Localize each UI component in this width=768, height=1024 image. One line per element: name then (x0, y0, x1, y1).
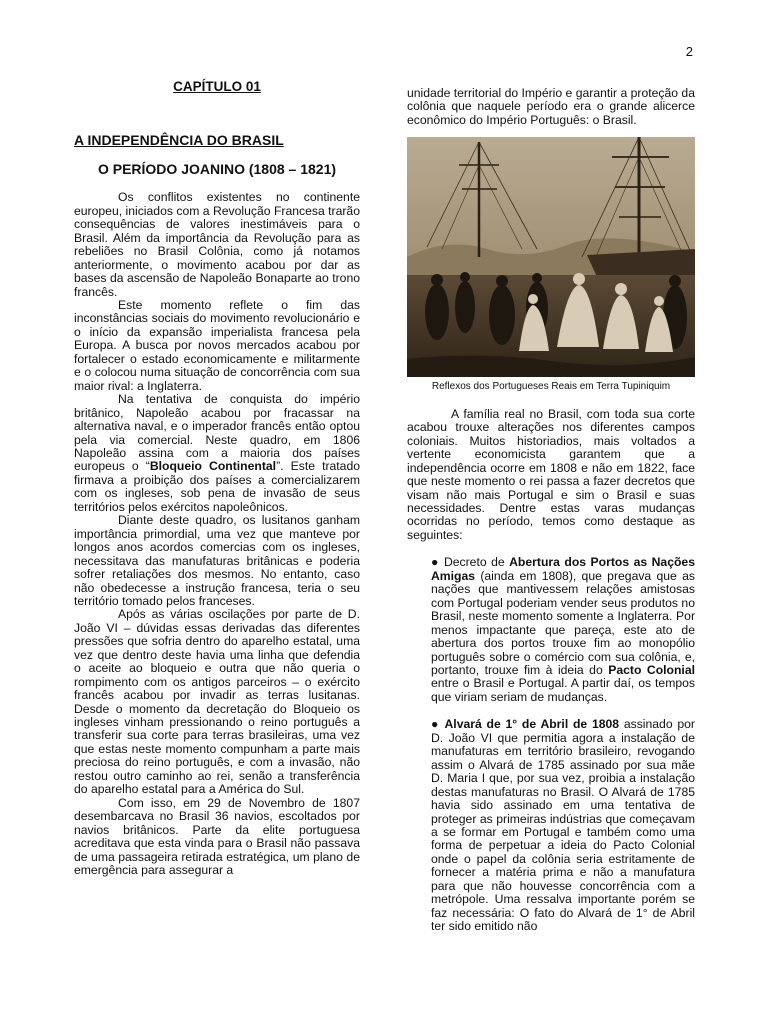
bullet-1-text-end: entre o Brasil e Portugal. A partir daí, os tempos que viriam seriam de mudanças. (431, 676, 695, 704)
bullet-item-portos (407, 556, 695, 704)
figure (407, 137, 695, 393)
pacto-colonial-term: Pacto Colonial (608, 662, 695, 677)
left-column (74, 80, 360, 877)
spacer (407, 704, 695, 718)
paragraph-6: Com isso, em 29 de Novembro de 1807 desembarcava no Brasil 36 navios, escoltados por navios britânicos. Parte da elite portuguesa acreditava que esta vinda para o Brasil não passava de uma passageira retirada estratégica, um plano de emergência para assegurar a (74, 795, 360, 878)
paragraph-3-text-a: Na tentativa de conquista do império britânico, Napoleão acabou por fracassar na alternativa naval, e o imperador francês então optou pela via comercial. Neste quadro, em 1806 Napoleão assina com a maioria dos países europeus o “ (74, 392, 360, 474)
paragraph-7: A família real no Brasil, com toda sua corte acabou trouxe alterações nos diferentes campos coloniais. Muitos historiadios, mais voltados a vertente economicista garantem que a independência ocorre em 1808 e não em 1822, face que neste momento o rei passa a fazer decretos que visam não mais Portugal e sim o Brasil e suas necessidades. Dentre estas varas mudanças ocorridas no período, temos como destaque as seguintes: (407, 406, 695, 542)
bullet-icon: ● (431, 555, 440, 570)
royal-family-arrival-engraving (407, 137, 695, 377)
subsection-heading: O PERÍODO JOANINO (1808 – 1821) (97, 160, 337, 177)
paragraph-3-text-b: ”. Este tratado firmava a proibição dos países a comercializarem com os ingleses, sob pena de invasão de seus territórios pelos exércitos napoleônicos. (74, 459, 361, 514)
section-heading: A INDEPENDÊNCIA DO BRASIL (74, 132, 284, 149)
spacer (407, 542, 695, 556)
bullet-icon: ● (431, 717, 440, 732)
bullet-item-alvara (407, 718, 695, 933)
bullet-2-text: assinado por D. João VI que permitia agora a instalação de manufaturas em território brasileiro, revogando assim o Alvará de 1785 assinado por sua mãe D. Maria I que, por sua vez, proibia a instalação destas manufaturas no Brasil. O Alvará de 1785 havia sido assinado em uma tentativa de proteger as primeiras indústrias que começavam a se formar em Portugal e também como uma forma de perpetuar a ideia do Pacto Colonial onde o papel da colônia seria estritamente de fornecer a matéria prima e não a manufatura para que não houvesse concorrência com a metrópole. Uma ressalva importante porém se faz necessária: O fato do Alvará de 1° de Abril ter sido emitido não (431, 717, 695, 934)
bloqueio-continental-term: Bloqueio Continental (149, 459, 277, 474)
abertura-dos-portos-term: Abertura dos Portos as Nações Amigas (431, 555, 695, 583)
page-number: 2 (685, 44, 693, 59)
figure-caption: Reflexos dos Portugueses Reais em Terra Tupiniquim (431, 381, 671, 393)
bullet-1-text-pre: Decreto de (443, 555, 510, 570)
paragraph-4: Diante deste quadro, os lusitanos ganham importância primordial, uma vez que manteve por longos anos acordos comercias com os ingleses, necessitava das manufaturas britânicas e poderia sofrer retaliações dos mesmos. No entanto, caso não obedecesse a instrução francesa, teria o seu território tomado pelos franceses. (74, 513, 360, 608)
paragraph-2: Este momento reflete o fim das inconstâncias sociais do movimento revolucionário e o início da expansão imperialista francesa pela Europa. A busca por novos mercados acabou por fortalecer o estado economicamente e militarmente e o colocou numa situação de concorrência com sua maior rival: a Inglaterra. (74, 297, 360, 393)
paragraph-continued: unidade territorial do Império e garantir a proteção da colônia que naquele período era o grande alicerce econômico do Império Português: o Brasil. (407, 86, 695, 127)
bullet-1-text-mid: (ainda em 1808), que pregava que as nações que mantivessem relações amistosas com Portugal poderiam vender seus produtos no Brasil, neste momento somente a Inglaterra. Por menos impactante que pareça, este ato de abertura dos portos trouxe fim ao monopólio português sobre o comércio com sua colônia, e, portanto, trouxe fim à ideia do (431, 568, 695, 677)
paragraph-1: Os conflitos existentes no continente europeu, iniciados com a Revolução Francesa trarão consequências de valores inestimáveis para o Brasil. Além da importância da Revolução para as rebeliões no Brasil Colônia, como já notamos anteriormente, o movimento acabou por dar as bases da ascensão de Napoleão Bonaparte ao trono francês. (74, 190, 360, 299)
paragraph-3 (74, 393, 360, 514)
chapter-heading: CAPÍTULO 01 (173, 79, 261, 94)
paragraph-5: Após as várias oscilações por parte de D. João VI – dúvidas essas derivadas das diferentes pressões que sofria dentro do aparelho estatal, uma vez que dentro deste havia uma linha que defendia o aceite ao bloqueio e outra que não queria o rompimento com os antigos parceiros – o exército francês acabou por invadir as terras lusitanas. Desde o momento da decretação do Bloqueio os ingleses vinham pressionando o reino português a transferir sua corte para terras brasileiras, uma vez que estas neste momento compunham a parte mais preciosa do reino português, e com a invasão, não restou outro caminho ao rei, senão a transferência do aparelho estatal para a América do Sul. (74, 607, 360, 797)
right-column (407, 87, 695, 934)
alvara-term: Alvará de 1° de Abril de 1808 (444, 717, 620, 732)
